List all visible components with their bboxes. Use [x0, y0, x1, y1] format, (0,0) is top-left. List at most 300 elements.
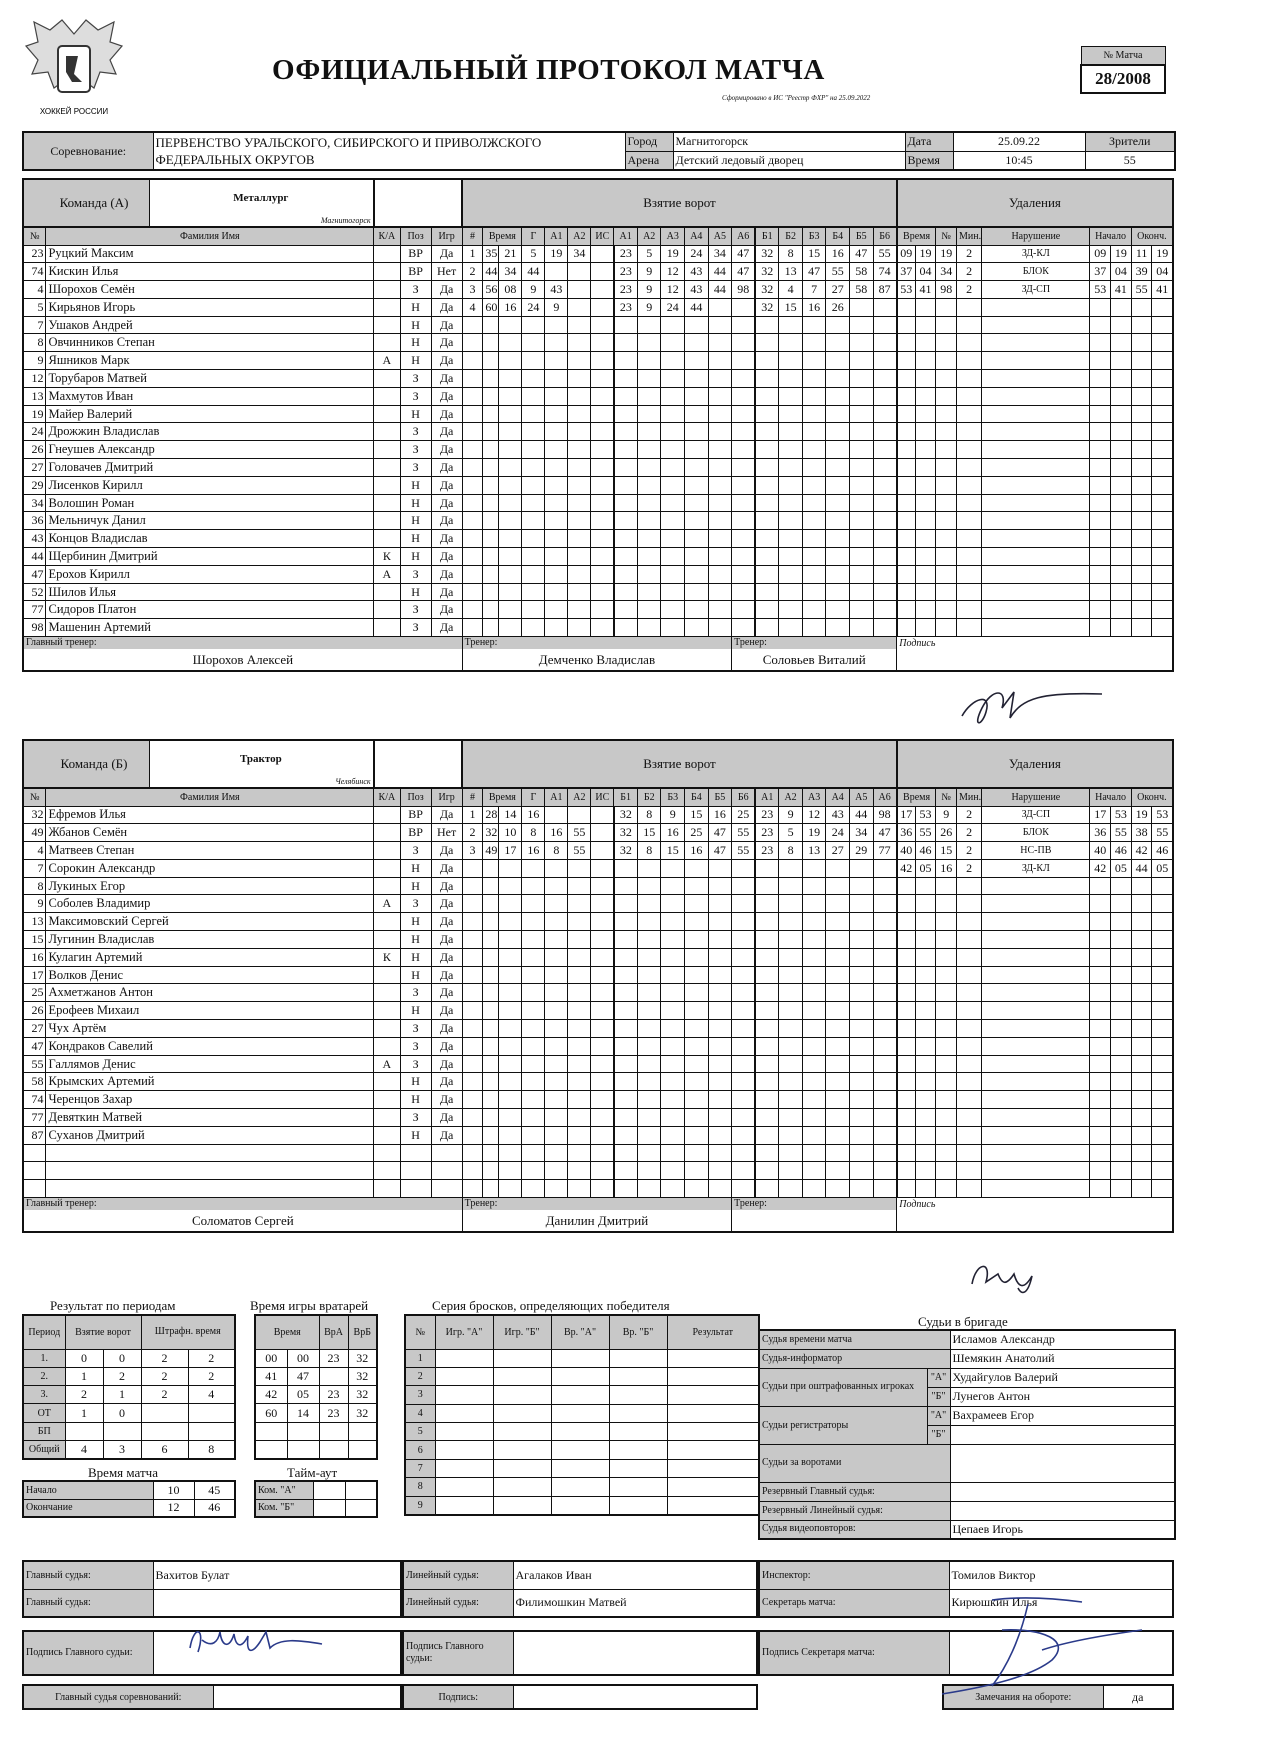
penalty-cell: 53	[1090, 281, 1111, 299]
gk-table	[254, 1314, 378, 1460]
goal-cell	[568, 298, 591, 316]
goal-cell	[826, 405, 850, 423]
spectators: 55	[1085, 151, 1175, 170]
player-number: 26	[23, 441, 46, 459]
penalty-infraction	[982, 512, 1090, 530]
goal-cell	[802, 512, 826, 530]
penalty-infraction: ЗД-КЛ	[982, 859, 1090, 877]
match-number: 28/2008	[1081, 65, 1165, 93]
penalty-cell	[1131, 548, 1152, 566]
secretary-name: Кирюшкин Илья	[949, 1589, 1173, 1617]
penalty-infraction	[982, 423, 1090, 441]
penalty-cell: 98	[936, 281, 957, 299]
inspector-label: Инспектор:	[759, 1561, 949, 1589]
goal-cell	[614, 494, 638, 512]
col-pen-num: №	[936, 788, 957, 806]
goal-cell	[708, 1144, 732, 1162]
goal-cell	[826, 548, 850, 566]
penalty-cell: 05	[1111, 859, 1132, 877]
goal-cell	[732, 565, 756, 583]
penalty-cell	[936, 1109, 957, 1127]
goal-cell	[779, 1144, 803, 1162]
goal-cell	[779, 913, 803, 931]
goal-cell	[779, 1055, 803, 1073]
goal-cell: 34	[499, 263, 522, 281]
goal-number	[462, 601, 483, 619]
penalty-infraction	[982, 1020, 1090, 1038]
goal-cell	[499, 1126, 522, 1144]
goal-cell	[483, 405, 499, 423]
head-coach-cell: Главный тренер: Шорохов Алексей	[23, 637, 462, 671]
penalty-cell	[957, 877, 982, 895]
goal-cell	[637, 1002, 661, 1020]
goal-cell	[591, 548, 614, 566]
penalty-cell	[897, 1091, 915, 1109]
team-name: Трактор	[239, 753, 282, 765]
penalty-cell	[897, 583, 915, 601]
player-ka	[374, 316, 400, 334]
goal-cell: 16	[802, 298, 826, 316]
goal-cell	[591, 877, 614, 895]
goal-cell	[826, 583, 850, 601]
goal-cell: 87	[873, 281, 897, 299]
penalty-cell	[897, 352, 915, 370]
player-number: 9	[23, 352, 46, 370]
col-onice: А2	[779, 788, 803, 806]
player-position	[400, 1144, 431, 1162]
player-played: Нет	[431, 824, 462, 842]
col-g: Г	[522, 788, 545, 806]
goal-cell	[849, 619, 873, 637]
goal-cell	[661, 1037, 685, 1055]
cell	[609, 1459, 667, 1477]
player-name: Шилов Илья	[46, 583, 374, 601]
goal-cell	[499, 583, 522, 601]
goal-cell	[614, 1180, 638, 1198]
goal-cell	[755, 441, 779, 459]
goal-cell	[732, 619, 756, 637]
gk-value	[255, 1422, 287, 1440]
goal-cell	[849, 1162, 873, 1180]
goal-cell	[591, 1091, 614, 1109]
goal-cell	[779, 565, 803, 583]
goal-cell	[591, 1073, 614, 1091]
player-played: Да	[431, 984, 462, 1002]
goal-cell	[755, 913, 779, 931]
goal-cell	[545, 530, 568, 548]
penalty-cell	[1152, 583, 1173, 601]
goal-cell	[568, 387, 591, 405]
player-number: 74	[23, 1091, 46, 1109]
goal-cell	[545, 1144, 568, 1162]
penalty-infraction	[982, 1126, 1090, 1144]
cell	[435, 1441, 493, 1459]
goal-cell	[614, 1073, 638, 1091]
penalty-cell	[1111, 1144, 1132, 1162]
gk-value	[287, 1422, 319, 1440]
penalty-infraction: БЛОК	[982, 263, 1090, 281]
penalty-cell	[957, 334, 982, 352]
penalty-cell	[1111, 1073, 1132, 1091]
penalty-infraction	[982, 619, 1090, 637]
penalty-cell: 19	[1152, 245, 1173, 263]
goal-number	[462, 352, 483, 370]
penalty-cell	[1152, 931, 1173, 949]
goal-number	[462, 859, 483, 877]
player-played: Да	[431, 423, 462, 441]
col-play: Игр	[431, 788, 462, 806]
goal-cell	[483, 984, 499, 1002]
goal-cell	[522, 1180, 545, 1198]
goal-cell	[849, 405, 873, 423]
goal-cell	[591, 476, 614, 494]
player-ka	[374, 842, 400, 860]
penalty-cell	[1131, 459, 1152, 477]
goal-cell	[661, 423, 685, 441]
penalty-cell: 17	[897, 806, 915, 824]
goal-cell	[802, 1109, 826, 1127]
goal-cell: 32	[755, 245, 779, 263]
goal-cell: 23	[755, 806, 779, 824]
goal-cell	[685, 441, 709, 459]
goal-cell	[873, 530, 897, 548]
penalty-cell: 46	[1152, 842, 1173, 860]
goal-cell	[545, 1091, 568, 1109]
penalty-infraction: ЗД-КЛ	[982, 245, 1090, 263]
cell	[435, 1423, 493, 1441]
goal-cell	[591, 316, 614, 334]
penalty-cell	[1111, 619, 1132, 637]
goal-cell	[522, 512, 545, 530]
penalty-cell	[1131, 334, 1152, 352]
goal-cell: 16	[685, 842, 709, 860]
goal-cell	[637, 548, 661, 566]
goal-cell	[802, 423, 826, 441]
goal-cell	[499, 1020, 522, 1038]
player-name: Руцкий Максим	[46, 245, 374, 263]
goal-cell	[545, 1126, 568, 1144]
goal-cell	[637, 1091, 661, 1109]
goal-cell	[522, 601, 545, 619]
goal-cell: 23	[614, 245, 638, 263]
goal-cell	[732, 494, 756, 512]
goal-cell	[708, 334, 732, 352]
penalty-infraction	[982, 334, 1090, 352]
goal-cell	[614, 1126, 638, 1144]
goal-cell	[483, 1002, 499, 1020]
penalty-cell	[1131, 601, 1152, 619]
penalty-cell	[957, 984, 982, 1002]
goal-cell	[732, 895, 756, 913]
penalty-infraction: НС-ПВ	[982, 842, 1090, 860]
goal-cell	[614, 601, 638, 619]
goal-cell	[755, 966, 779, 984]
goal-cell	[732, 1109, 756, 1127]
penalty-cell	[1131, 1162, 1152, 1180]
penalty-cell	[897, 441, 915, 459]
player-ka	[374, 601, 400, 619]
goal-cell	[568, 806, 591, 824]
col-pen-num: №	[936, 227, 957, 245]
goal-cell	[568, 895, 591, 913]
player-position: З	[400, 387, 431, 405]
goal-cell	[779, 316, 803, 334]
goal-cell	[568, 931, 591, 949]
goal-cell	[591, 1180, 614, 1198]
player-number: 24	[23, 423, 46, 441]
goal-cell	[614, 1055, 638, 1073]
goal-cell	[499, 565, 522, 583]
goal-cell	[614, 459, 638, 477]
player-position: Н	[400, 476, 431, 494]
goal-cell	[614, 931, 638, 949]
goal-cell	[802, 1037, 826, 1055]
goal-cell	[661, 387, 685, 405]
main-referee-1: Вахитов Булат	[153, 1561, 401, 1589]
col-name: Фамилия Имя	[46, 227, 374, 245]
goal-cell: 15	[802, 245, 826, 263]
goal-cell: 24	[661, 298, 685, 316]
goal-cell: 34	[708, 245, 732, 263]
goal-cell	[849, 877, 873, 895]
goal-cell	[568, 1073, 591, 1091]
referee-name	[950, 1482, 1175, 1501]
penalty-cell	[1152, 877, 1173, 895]
goal-cell	[708, 298, 732, 316]
goal-cell: 44	[708, 263, 732, 281]
goal-cell: 27	[826, 281, 850, 299]
goal-cell	[614, 405, 638, 423]
end-label: Окончание	[23, 1499, 153, 1517]
penalty-cell	[957, 1144, 982, 1162]
goal-cell: 55	[732, 824, 756, 842]
goal-cell	[685, 548, 709, 566]
col-onice: А4	[685, 227, 709, 245]
goal-cell	[499, 1037, 522, 1055]
goal-cell	[755, 877, 779, 895]
goal-cell	[849, 530, 873, 548]
secretary-label: Секретарь матча:	[759, 1589, 949, 1617]
goal-cell	[522, 530, 545, 548]
goal-cell	[661, 494, 685, 512]
player-name: Суханов Дмитрий	[46, 1126, 374, 1144]
penalty-cell: 41	[915, 281, 936, 299]
penalty-cell	[1111, 1180, 1132, 1198]
col-infraction: Нарушение	[982, 788, 1090, 806]
goal-cell	[755, 512, 779, 530]
penalty-cell	[1090, 370, 1111, 388]
goal-cell: 15	[685, 806, 709, 824]
goal-cell	[522, 895, 545, 913]
penalty-cell	[1090, 913, 1111, 931]
player-number	[23, 1162, 46, 1180]
goal-cell: 08	[499, 281, 522, 299]
goal-number: 2	[462, 263, 483, 281]
goal-cell	[802, 476, 826, 494]
match-date: 25.09.22	[953, 132, 1085, 151]
period-value: 0	[65, 1349, 103, 1367]
player-ka	[374, 298, 400, 316]
goal-cell	[708, 1073, 732, 1091]
goal-cell	[568, 877, 591, 895]
penalty-cell	[1152, 966, 1173, 984]
penalty-infraction	[982, 1055, 1090, 1073]
goal-cell	[614, 1037, 638, 1055]
goal-cell	[873, 459, 897, 477]
goal-cell	[591, 1144, 614, 1162]
penalty-cell	[915, 352, 936, 370]
goal-cell	[779, 1180, 803, 1198]
penalty-cell	[1131, 583, 1152, 601]
player-played: Да	[431, 316, 462, 334]
penalty-cell	[936, 895, 957, 913]
col-num: №	[23, 227, 46, 245]
goal-cell	[755, 1055, 779, 1073]
period-value: 4	[188, 1386, 235, 1404]
goal-cell	[637, 459, 661, 477]
period-label: БП	[23, 1422, 65, 1440]
player-name: Ушаков Андрей	[46, 316, 374, 334]
player-number: 77	[23, 1109, 46, 1127]
arena: Детский ледовый дворец	[673, 151, 905, 170]
penalty-cell	[1111, 352, 1132, 370]
generated-note: Сформировано в ИС "Реестр ФХР" на 25.09.2022	[722, 94, 871, 102]
goal-cell	[685, 619, 709, 637]
penalty-cell	[1131, 1020, 1152, 1038]
goal-cell	[873, 931, 897, 949]
penalty-cell	[936, 459, 957, 477]
goal-cell	[661, 895, 685, 913]
goal-cell	[483, 1073, 499, 1091]
referee-name: Шемякин Анатолий	[950, 1349, 1175, 1368]
penalty-cell	[1152, 1037, 1173, 1055]
penalty-cell	[897, 370, 915, 388]
penalty-cell	[897, 476, 915, 494]
goal-cell	[661, 966, 685, 984]
goal-cell	[499, 1109, 522, 1127]
col-hash: #	[462, 788, 483, 806]
penalty-cell	[915, 565, 936, 583]
cell	[609, 1404, 667, 1422]
goal-cell	[483, 423, 499, 441]
goal-cell	[591, 806, 614, 824]
penalty-cell: 26	[936, 824, 957, 842]
player-number: 8	[23, 877, 46, 895]
goal-cell	[568, 476, 591, 494]
penalty-cell: 04	[915, 263, 936, 281]
goal-cell	[802, 859, 826, 877]
penalty-cell	[897, 1037, 915, 1055]
player-position: Н	[400, 494, 431, 512]
player-position: Н	[400, 583, 431, 601]
penalty-cell	[1152, 565, 1173, 583]
player-ka	[374, 494, 400, 512]
goal-cell	[545, 352, 568, 370]
goal-cell: 44	[483, 263, 499, 281]
player-number: 34	[23, 494, 46, 512]
penalty-infraction	[982, 601, 1090, 619]
penalty-cell	[1131, 1180, 1152, 1198]
period-value: 2	[141, 1386, 188, 1404]
penalty-cell	[897, 405, 915, 423]
competition-label: Соревнование:	[23, 132, 153, 170]
player-played: Да	[431, 281, 462, 299]
goal-cell: 29	[849, 842, 873, 860]
player-played: Да	[431, 494, 462, 512]
goal-cell	[545, 512, 568, 530]
penalty-cell	[897, 1073, 915, 1091]
side-b: "Б"	[927, 1425, 950, 1444]
goal-cell	[732, 601, 756, 619]
penalty-cell	[915, 298, 936, 316]
goal-cell	[614, 565, 638, 583]
player-name: Кискин Илья	[46, 263, 374, 281]
goal-cell	[849, 459, 873, 477]
penalty-cell	[915, 423, 936, 441]
penalty-cell	[1152, 334, 1173, 352]
penalty-infraction	[982, 1162, 1090, 1180]
player-number: 5	[23, 298, 46, 316]
referee-role: Судья видеоповторов:	[759, 1520, 950, 1539]
goal-cell	[614, 1109, 638, 1127]
goal-cell: 43	[826, 806, 850, 824]
cell	[667, 1367, 759, 1385]
penalty-infraction	[982, 298, 1090, 316]
gk-value	[287, 1440, 319, 1458]
goal-cell	[732, 984, 756, 1002]
page-title: ОФИЦИАЛЬНЫЙ ПРОТОКОЛ МАТЧА	[272, 54, 825, 86]
goal-cell	[826, 441, 850, 459]
col-onice: Б1	[614, 788, 638, 806]
sig-main-label: Подпись Главного судьи:	[23, 1631, 153, 1675]
player-played: Нет	[431, 263, 462, 281]
cell	[435, 1459, 493, 1477]
goal-cell	[849, 1002, 873, 1020]
goal-cell	[522, 459, 545, 477]
player-number: 74	[23, 263, 46, 281]
goal-cell	[802, 530, 826, 548]
penalty-infraction	[982, 1109, 1090, 1127]
goal-number	[462, 931, 483, 949]
goal-cell	[685, 316, 709, 334]
cell	[213, 1685, 401, 1709]
goal-cell	[614, 512, 638, 530]
head-coach-name: Шорохов Алексей	[192, 651, 294, 667]
penalty-cell	[936, 619, 957, 637]
goal-cell	[849, 334, 873, 352]
goal-cell	[708, 1002, 732, 1020]
penalty-infraction	[982, 895, 1090, 913]
penalty-cell	[1152, 913, 1173, 931]
player-ka	[374, 806, 400, 824]
player-position: Н	[400, 334, 431, 352]
goal-cell	[483, 1126, 499, 1144]
player-ka	[374, 512, 400, 530]
goal-cell	[732, 583, 756, 601]
goal-cell	[779, 948, 803, 966]
goal-number	[462, 877, 483, 895]
penalty-cell	[936, 583, 957, 601]
goal-cell	[661, 931, 685, 949]
penalty-infraction	[982, 1180, 1090, 1198]
team-a-section	[22, 178, 1174, 672]
period-value	[65, 1422, 103, 1440]
col-a1: А1	[545, 227, 568, 245]
goals-header: Взятие ворот	[462, 179, 897, 227]
goal-cell	[591, 984, 614, 1002]
cell	[435, 1349, 493, 1367]
player-number: 87	[23, 1126, 46, 1144]
